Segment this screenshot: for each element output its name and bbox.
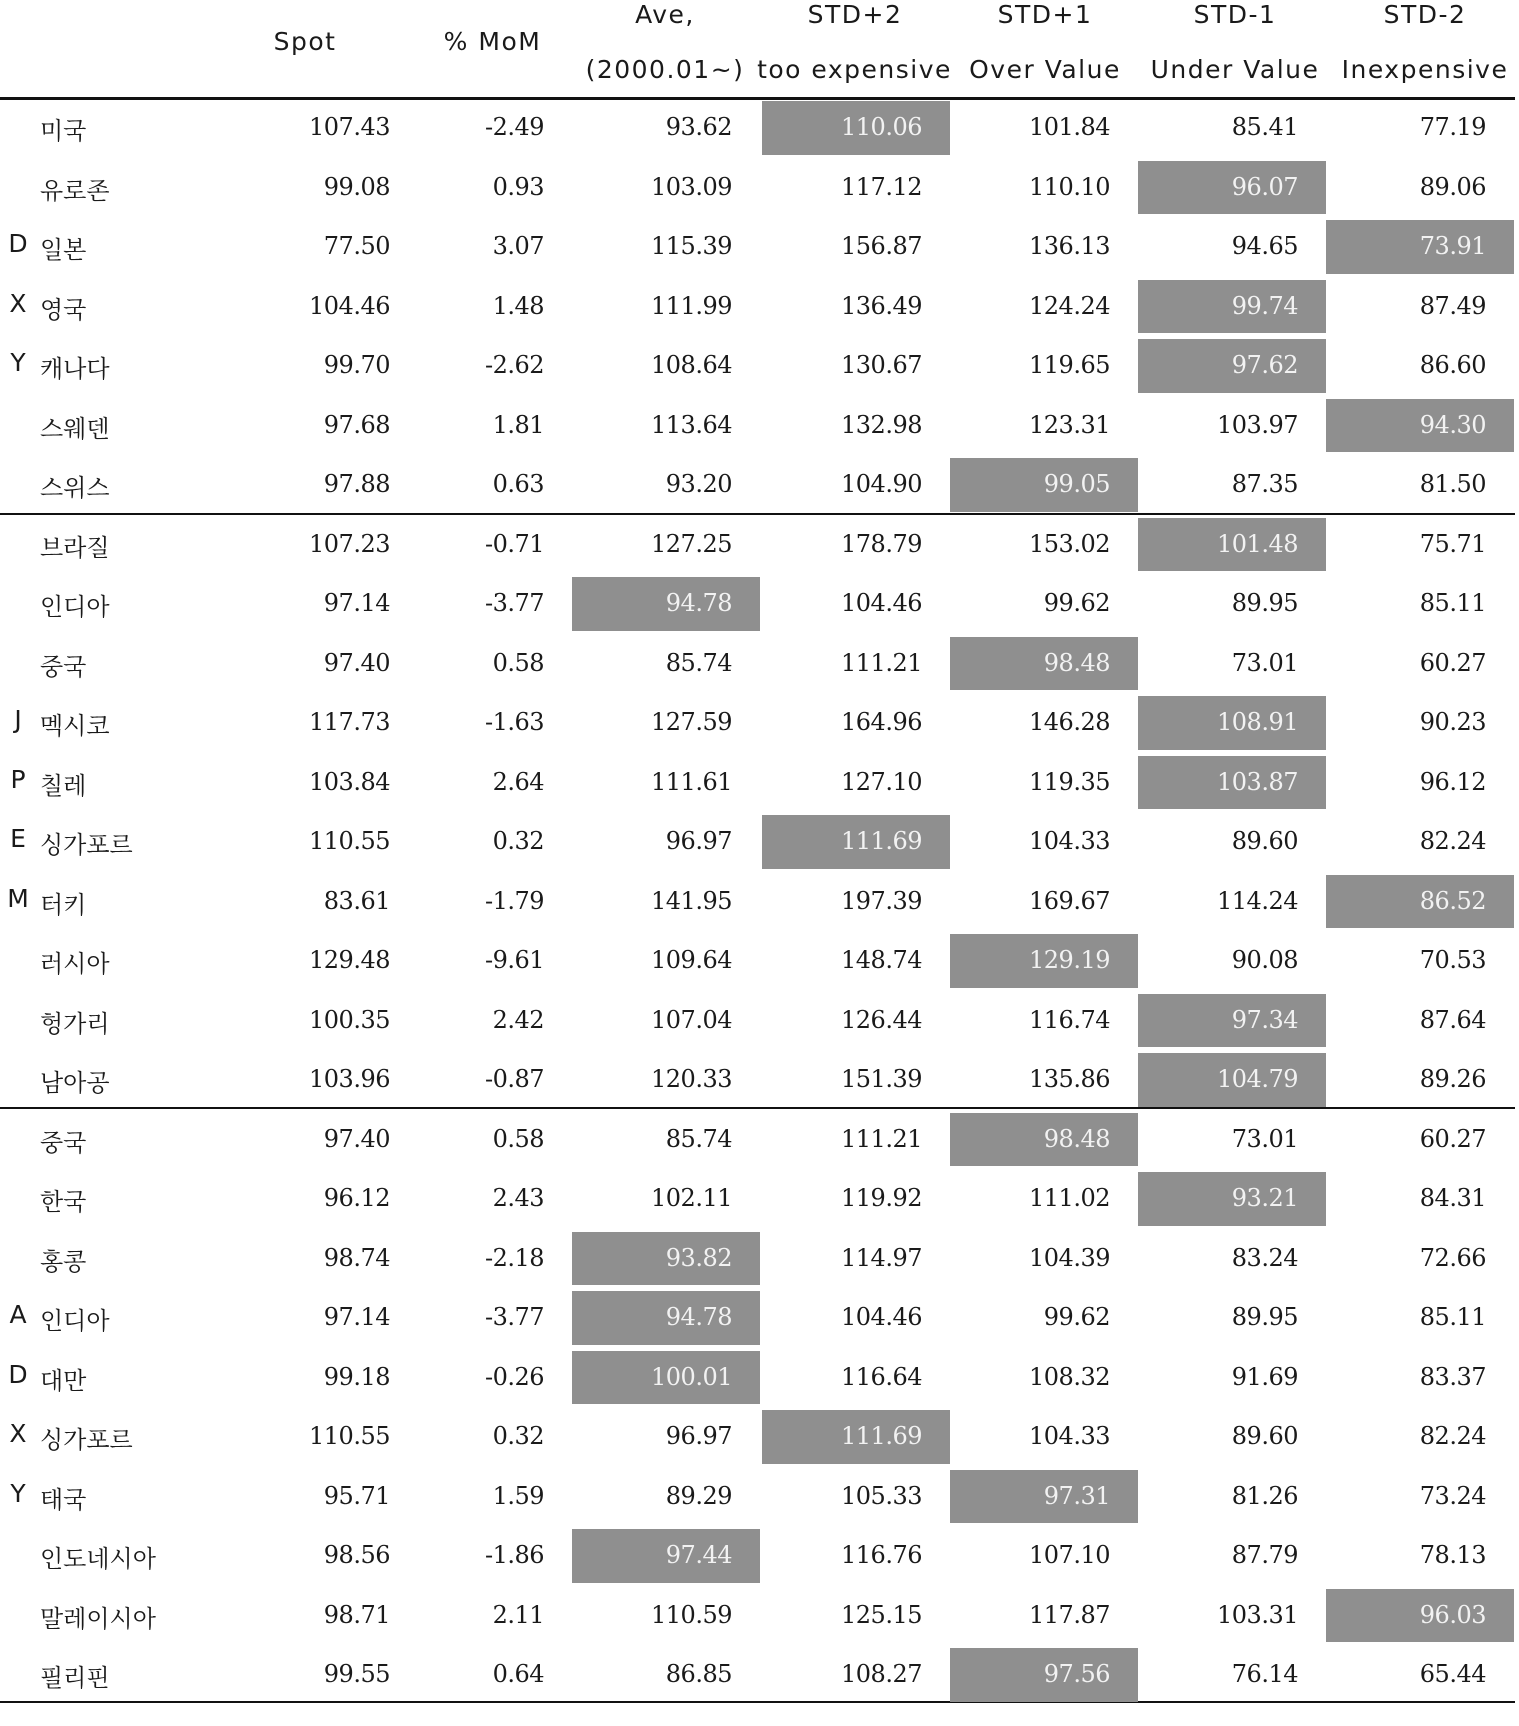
header-std-plus2-line1: STD+2 — [807, 0, 903, 29]
cell-std-plus2: 151.39 — [841, 1065, 922, 1093]
country-name: 싱가포르 — [40, 831, 133, 859]
cell-std-plus2: 197.39 — [841, 886, 922, 915]
cell-std-minus2: 90.23 — [1419, 708, 1486, 736]
cell-std-plus2: 178.79 — [841, 529, 922, 558]
cell-mom: 2.64 — [492, 767, 544, 796]
cell-std-minus1: 73.01 — [1231, 648, 1298, 677]
cell-mom: -2.18 — [484, 1243, 544, 1272]
country-name: 스웨덴 — [40, 414, 110, 443]
header-ave-line2: (2000.01~) — [585, 55, 745, 84]
cell-std-plus2: 148.74 — [841, 946, 922, 974]
cell-std-plus2: 117.12 — [841, 172, 922, 201]
cell-std-plus1: 129.19 — [950, 934, 1138, 988]
country-name: 멕시코 — [40, 712, 110, 740]
cell-std-plus1: 98.48 — [950, 1113, 1138, 1167]
cell-std-minus1: 96.07 — [1138, 161, 1326, 215]
group-letter: D — [8, 229, 28, 258]
cell-std-minus1: 97.34 — [1138, 994, 1326, 1048]
cell-std-plus1: 169.67 — [1029, 886, 1110, 915]
cell-std-minus1: 91.69 — [1231, 1362, 1298, 1391]
cell-ave: 86.85 — [665, 1660, 732, 1688]
cell-ave: 115.39 — [651, 232, 732, 260]
cell-ave: 85.74 — [665, 648, 732, 677]
cell-std-plus2: 116.76 — [841, 1541, 922, 1569]
header-std-plus2-line2: too expensive — [757, 55, 952, 84]
cell-ave: 93.62 — [665, 113, 732, 141]
country-name: 캐나다 — [40, 355, 110, 383]
country-name: 인도네시아 — [40, 1545, 156, 1573]
cell-ave: 107.04 — [651, 1005, 732, 1034]
cell-std-plus2: 125.15 — [841, 1600, 922, 1629]
cell-ave: 127.59 — [651, 708, 732, 736]
cell-mom: 2.43 — [492, 1184, 544, 1212]
cell-spot: 97.14 — [323, 589, 390, 617]
cell-std-minus1: 103.97 — [1217, 410, 1298, 439]
cell-spot: 110.55 — [309, 827, 390, 855]
cell-ave: 89.29 — [665, 1481, 732, 1510]
cell-std-plus1: 116.74 — [1029, 1005, 1110, 1034]
group-letter: Y — [10, 348, 26, 377]
header-std-plus1-line1: STD+1 — [997, 0, 1093, 29]
header-spot: Spot — [273, 27, 337, 56]
cell-spot: 107.43 — [309, 113, 390, 141]
cell-std-plus1: 119.35 — [1029, 767, 1110, 796]
cell-std-minus1: 83.24 — [1231, 1243, 1298, 1272]
country-name: 홍콩 — [40, 1247, 87, 1276]
cell-std-plus1: 111.02 — [1029, 1184, 1110, 1212]
table-row — [0, 1467, 1519, 1527]
cell-std-minus1: 93.21 — [1138, 1172, 1326, 1226]
cell-ave: 93.82 — [572, 1232, 760, 1286]
cell-ave: 96.97 — [665, 827, 732, 855]
cell-mom: -0.26 — [484, 1362, 544, 1391]
group-letter: Y — [10, 1478, 26, 1508]
header-std-plus1-line2: Over Value — [969, 55, 1121, 84]
cell-std-plus2: 126.44 — [841, 1005, 922, 1034]
cell-std-plus2: 110.06 — [762, 101, 950, 155]
table-row — [0, 336, 1519, 396]
cell-ave: 100.01 — [572, 1351, 760, 1405]
country-name: 터키 — [40, 890, 87, 919]
cell-std-plus1: 153.02 — [1029, 529, 1110, 558]
cell-std-minus2: 83.37 — [1419, 1362, 1486, 1391]
cell-std-minus1: 99.74 — [1138, 280, 1326, 334]
cell-std-minus1: 73.01 — [1231, 1124, 1298, 1153]
cell-mom: -0.71 — [484, 529, 544, 558]
country-name: 인디아 — [40, 1307, 110, 1335]
cell-spot: 117.73 — [309, 708, 390, 736]
cell-std-plus2: 136.49 — [841, 291, 922, 320]
cell-mom: 0.32 — [492, 827, 544, 855]
group-letter: E — [10, 824, 26, 853]
header-std-minus2-line1: STD-2 — [1383, 0, 1467, 29]
cell-mom: -9.61 — [484, 946, 544, 974]
cell-std-plus2: 111.21 — [841, 1124, 922, 1153]
cell-std-plus1: 98.48 — [950, 637, 1138, 691]
table-row — [0, 634, 1519, 694]
cell-std-minus2: 87.49 — [1419, 291, 1486, 320]
cell-mom: 0.58 — [492, 648, 544, 677]
cell-std-plus1: 99.05 — [950, 458, 1138, 512]
cell-std-minus2: 84.31 — [1419, 1184, 1486, 1212]
cell-mom: 1.59 — [492, 1481, 544, 1510]
cell-std-minus1: 97.62 — [1138, 339, 1326, 393]
cell-std-plus1: 97.31 — [950, 1470, 1138, 1524]
cell-ave: 108.64 — [651, 351, 732, 379]
country-name: 브라질 — [40, 533, 110, 562]
cell-std-plus1: 135.86 — [1029, 1065, 1110, 1093]
cell-std-plus2: 116.64 — [841, 1362, 922, 1391]
cell-std-minus1: 103.31 — [1217, 1600, 1298, 1629]
cell-std-minus2: 73.91 — [1326, 220, 1514, 274]
table-row — [0, 1050, 1519, 1110]
cell-ave: 111.99 — [651, 291, 732, 320]
cell-spot: 129.48 — [309, 946, 390, 974]
country-name: 유로존 — [40, 176, 110, 205]
country-name: 칠레 — [40, 771, 87, 800]
cell-std-plus2: 105.33 — [841, 1481, 922, 1510]
group-letter: P — [10, 764, 26, 794]
table-row — [0, 1229, 1519, 1289]
table-row — [0, 98, 1519, 158]
cell-std-plus1: 99.62 — [1043, 1303, 1110, 1331]
cell-std-minus1: 101.48 — [1138, 518, 1326, 572]
cell-mom: 2.11 — [492, 1600, 544, 1629]
cell-std-minus1: 76.14 — [1231, 1660, 1298, 1688]
cell-spot: 97.14 — [323, 1303, 390, 1331]
cell-ave: 85.74 — [665, 1124, 732, 1153]
cell-std-minus1: 85.41 — [1231, 113, 1298, 141]
cell-std-minus1: 114.24 — [1217, 886, 1298, 915]
cell-std-minus2: 89.06 — [1419, 172, 1486, 201]
cell-spot: 97.88 — [323, 470, 390, 498]
cell-std-plus2: 104.46 — [841, 589, 922, 617]
cell-spot: 99.55 — [323, 1660, 390, 1688]
cell-std-minus2: 81.50 — [1419, 470, 1486, 498]
table-row — [0, 1110, 1519, 1170]
table-row — [0, 574, 1519, 634]
cell-std-minus1: 89.60 — [1231, 827, 1298, 855]
country-name: 인디아 — [40, 593, 110, 621]
cell-spot: 83.61 — [323, 886, 390, 915]
cell-mom: -1.79 — [484, 886, 544, 915]
cell-std-plus1: 124.24 — [1029, 291, 1110, 320]
country-name: 한국 — [40, 1188, 87, 1216]
cell-spot: 77.50 — [323, 232, 390, 260]
header-std-minus1-line2: Under Value — [1150, 55, 1320, 84]
cell-spot: 99.70 — [323, 351, 390, 379]
cell-std-minus2: 73.24 — [1419, 1481, 1486, 1510]
table-row — [0, 1348, 1519, 1408]
table-row — [0, 931, 1519, 991]
country-name: 중국 — [40, 652, 87, 681]
cell-std-minus2: 96.12 — [1419, 767, 1486, 796]
cell-mom: 0.58 — [492, 1124, 544, 1153]
country-name: 일본 — [40, 236, 87, 264]
country-name: 남아공 — [40, 1069, 110, 1097]
cell-spot: 99.18 — [323, 1362, 390, 1391]
header-ave-line1: Ave, — [635, 0, 695, 29]
cell-std-plus1: 136.13 — [1029, 232, 1110, 260]
table-row — [0, 991, 1519, 1051]
cell-spot: 100.35 — [309, 1005, 390, 1034]
cell-ave: 96.97 — [665, 1422, 732, 1450]
cell-std-minus2: 85.11 — [1419, 1303, 1486, 1331]
cell-std-plus2: 104.46 — [841, 1303, 922, 1331]
table-row — [0, 1645, 1519, 1705]
cell-std-minus2: 70.53 — [1419, 946, 1486, 974]
table-row — [0, 217, 1519, 277]
header-std-minus2-line2: Inexpensive — [1341, 55, 1509, 84]
cell-std-plus2: 104.90 — [841, 470, 922, 498]
cell-std-minus1: 89.95 — [1231, 589, 1298, 617]
table-row — [0, 812, 1519, 872]
cell-std-plus2: 111.69 — [762, 1410, 950, 1464]
cell-std-plus1: 97.56 — [950, 1648, 1138, 1702]
cell-std-minus1: 89.60 — [1231, 1422, 1298, 1450]
cell-ave: 102.11 — [651, 1184, 732, 1212]
cell-std-minus2: 87.64 — [1419, 1005, 1486, 1034]
cell-ave: 110.59 — [651, 1600, 732, 1629]
country-name: 필리핀 — [40, 1664, 110, 1692]
cell-ave: 120.33 — [651, 1065, 732, 1093]
country-name: 영국 — [40, 295, 87, 324]
cell-std-plus2: 164.96 — [841, 708, 922, 736]
table-row — [0, 1407, 1519, 1467]
cell-std-plus1: 119.65 — [1029, 351, 1110, 379]
cell-mom: 0.64 — [492, 1660, 544, 1688]
country-name: 스위스 — [40, 474, 110, 502]
country-name: 말레이시아 — [40, 1604, 156, 1633]
cell-std-plus2: 111.69 — [762, 815, 950, 869]
table-row — [0, 693, 1519, 753]
cell-std-plus1: 101.84 — [1029, 113, 1110, 141]
cell-mom: 0.63 — [492, 470, 544, 498]
cell-spot: 97.40 — [323, 1124, 390, 1153]
cell-mom: 0.93 — [492, 172, 544, 201]
cell-std-minus2: 86.52 — [1326, 875, 1514, 929]
cell-std-minus2: 72.66 — [1419, 1243, 1486, 1272]
cell-ave: 127.25 — [651, 529, 732, 558]
cell-spot: 96.12 — [323, 1184, 390, 1212]
cell-std-minus1: 104.79 — [1138, 1053, 1326, 1107]
cell-std-minus1: 81.26 — [1231, 1481, 1298, 1510]
cell-std-plus1: 117.87 — [1029, 1600, 1110, 1629]
cell-std-plus2: 108.27 — [841, 1660, 922, 1688]
cell-std-plus2: 111.21 — [841, 648, 922, 677]
cell-spot: 104.46 — [309, 291, 390, 320]
country-name: 미국 — [40, 117, 87, 145]
cell-std-plus1: 104.33 — [1029, 1422, 1110, 1450]
cell-mom: 2.42 — [492, 1005, 544, 1034]
country-name: 헝가리 — [40, 1009, 110, 1038]
cell-std-minus1: 94.65 — [1231, 232, 1298, 260]
group-letter: J — [14, 705, 22, 734]
cell-std-minus2: 60.27 — [1419, 1124, 1486, 1153]
cell-std-minus2: 96.03 — [1326, 1589, 1514, 1643]
cell-mom: -3.77 — [484, 1303, 544, 1331]
cell-spot: 97.68 — [323, 410, 390, 439]
country-name: 싱가포르 — [40, 1426, 133, 1454]
table-row — [0, 277, 1519, 337]
cell-spot: 99.08 — [323, 172, 390, 201]
cell-std-plus1: 107.10 — [1029, 1541, 1110, 1569]
cell-ave: 97.44 — [572, 1529, 760, 1583]
header-mom: % MoM — [443, 27, 542, 56]
cell-mom: -2.49 — [484, 113, 544, 141]
cell-ave: 103.09 — [651, 172, 732, 201]
table-row — [0, 1586, 1519, 1646]
cell-std-minus1: 89.95 — [1231, 1303, 1298, 1331]
cell-ave: 111.61 — [651, 767, 732, 796]
table-row — [0, 753, 1519, 813]
header-std-minus1-line1: STD-1 — [1193, 0, 1277, 29]
cell-std-minus2: 82.24 — [1419, 1422, 1486, 1450]
cell-std-plus1: 123.31 — [1029, 410, 1110, 439]
country-name: 태국 — [40, 1485, 87, 1514]
cell-mom: -3.77 — [484, 589, 544, 617]
cell-spot: 103.84 — [309, 767, 390, 796]
cell-std-minus1: 87.35 — [1231, 470, 1298, 498]
group-letter: D — [8, 1359, 28, 1389]
cell-std-plus2: 156.87 — [841, 232, 922, 260]
cell-ave: 109.64 — [651, 946, 732, 974]
cell-std-plus1: 99.62 — [1043, 589, 1110, 617]
cell-std-minus2: 82.24 — [1419, 827, 1486, 855]
cell-spot: 103.96 — [309, 1065, 390, 1093]
cell-std-plus1: 110.10 — [1029, 172, 1110, 201]
group-letter: A — [9, 1300, 27, 1329]
cell-std-plus2: 119.92 — [841, 1184, 922, 1212]
group-letter: X — [9, 1419, 27, 1448]
table-row — [0, 396, 1519, 456]
cell-std-plus1: 108.32 — [1029, 1362, 1110, 1391]
cell-mom: -1.86 — [484, 1541, 544, 1569]
cell-std-minus2: 77.19 — [1419, 113, 1486, 141]
cell-mom: 1.48 — [492, 291, 544, 320]
cell-spot: 95.71 — [323, 1481, 390, 1510]
cell-std-minus1: 103.87 — [1138, 756, 1326, 810]
cell-spot: 110.55 — [309, 1422, 390, 1450]
table-row — [0, 158, 1519, 218]
cell-std-minus1: 108.91 — [1138, 696, 1326, 750]
cell-std-plus2: 114.97 — [841, 1243, 922, 1272]
cell-mom: -2.62 — [484, 351, 544, 379]
cell-std-plus2: 130.67 — [841, 351, 922, 379]
country-name: 중국 — [40, 1128, 87, 1157]
cell-std-minus2: 85.11 — [1419, 589, 1486, 617]
cell-std-minus2: 89.26 — [1419, 1065, 1486, 1093]
cell-ave: 141.95 — [651, 886, 732, 915]
table-row — [0, 1526, 1519, 1586]
cell-ave: 94.78 — [572, 577, 760, 631]
table-row — [0, 1288, 1519, 1348]
cell-std-plus2: 127.10 — [841, 767, 922, 796]
cell-mom: -0.87 — [484, 1065, 544, 1093]
cell-spot: 98.56 — [323, 1541, 390, 1569]
table-row — [0, 455, 1519, 515]
cell-std-minus2: 86.60 — [1419, 351, 1486, 379]
cell-std-minus2: 65.44 — [1419, 1660, 1486, 1688]
group-letter: M — [7, 883, 29, 913]
table-row — [0, 1169, 1519, 1229]
cell-spot: 97.40 — [323, 648, 390, 677]
cell-std-minus2: 94.30 — [1326, 399, 1514, 453]
group-letter: X — [9, 288, 27, 318]
cell-ave: 93.20 — [665, 470, 732, 498]
cell-mom: -1.63 — [484, 708, 544, 736]
cell-std-plus1: 146.28 — [1029, 708, 1110, 736]
country-name: 러시아 — [40, 950, 110, 978]
cell-std-plus1: 104.33 — [1029, 827, 1110, 855]
table-row — [0, 872, 1519, 932]
cell-spot: 107.23 — [309, 529, 390, 558]
cell-mom: 0.32 — [492, 1422, 544, 1450]
cell-std-plus1: 104.39 — [1029, 1243, 1110, 1272]
cell-ave: 94.78 — [572, 1291, 760, 1345]
cell-mom: 1.81 — [492, 410, 544, 439]
table-row — [0, 515, 1519, 575]
cell-spot: 98.74 — [323, 1243, 390, 1272]
cell-std-minus1: 90.08 — [1231, 946, 1298, 974]
cell-mom: 3.07 — [492, 232, 544, 260]
country-name: 대만 — [40, 1366, 87, 1395]
cell-ave: 113.64 — [651, 410, 732, 439]
cell-std-minus1: 87.79 — [1231, 1541, 1298, 1569]
cell-std-plus2: 132.98 — [841, 410, 922, 439]
cell-spot: 98.71 — [323, 1600, 390, 1629]
cell-std-minus2: 75.71 — [1419, 529, 1486, 558]
cell-std-minus2: 60.27 — [1419, 648, 1486, 677]
cell-std-minus2: 78.13 — [1419, 1541, 1486, 1569]
